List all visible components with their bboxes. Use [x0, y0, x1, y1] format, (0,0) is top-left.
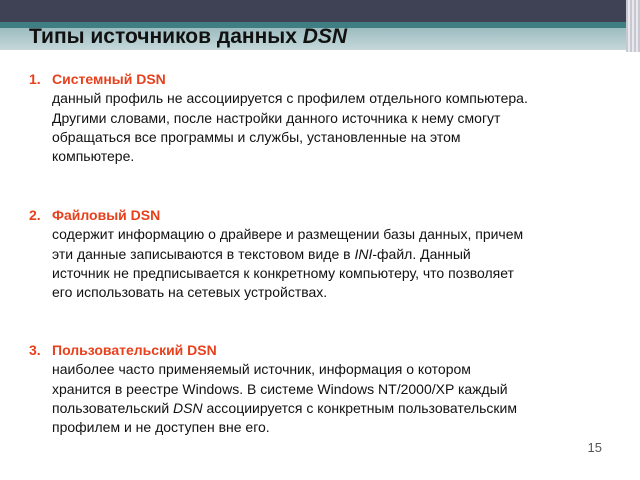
header-edge-stripes — [626, 0, 640, 52]
item-line: его использовать на сетевых устройствах. — [52, 284, 328, 301]
slide-title: Типы источников данных DSN — [29, 25, 348, 48]
italic-term: INI — [354, 245, 373, 262]
item-line: обращаться все программы и службы, установленные на этом — [52, 128, 461, 145]
text-run: эти данные записываются в текстовом виде в — [52, 245, 355, 262]
item-number: 2. — [29, 207, 41, 223]
item-line: наиболее часто применяемый источник, информация о котором — [52, 361, 471, 378]
list-item-2 — [29, 206, 523, 302]
item-line: компьютере. — [52, 148, 135, 165]
item-line: данный профиль не ассоциируется с профилем отдельного компьютера. — [52, 90, 528, 107]
item-number: 3. — [29, 342, 41, 358]
item-heading: Пользовательский DSN — [52, 342, 217, 358]
item-line: профилем и не доступен вне его. — [52, 419, 270, 436]
item-line — [52, 245, 523, 264]
text-run: пользовательский — [52, 399, 174, 416]
item-line: Другими словами, после настройки данного источника к нему смогут — [52, 109, 501, 126]
item-heading: Файловый DSN — [52, 207, 161, 223]
item-heading: Системный DSN — [52, 71, 166, 87]
italic-term: DSN — [173, 399, 203, 416]
item-line: содержит информацию о драйвере и размещении базы данных, причем — [52, 226, 524, 243]
item-line — [52, 399, 517, 418]
item-line: хранится в реестре Windows. В системе Windows NT/2000/XP каждый — [52, 380, 508, 397]
item-number: 1. — [29, 71, 41, 87]
text-run: ассоциируется с конкретным пользовательским — [202, 399, 517, 416]
list-item-1 — [29, 70, 528, 166]
text-run: -файл. Данный — [372, 245, 471, 262]
item-line: источник не предписывается к конкретному компьютеру, что позволяет — [52, 264, 514, 281]
header-bar — [0, 0, 640, 22]
list-item-3 — [29, 341, 517, 437]
page-number: 15 — [587, 440, 602, 455]
